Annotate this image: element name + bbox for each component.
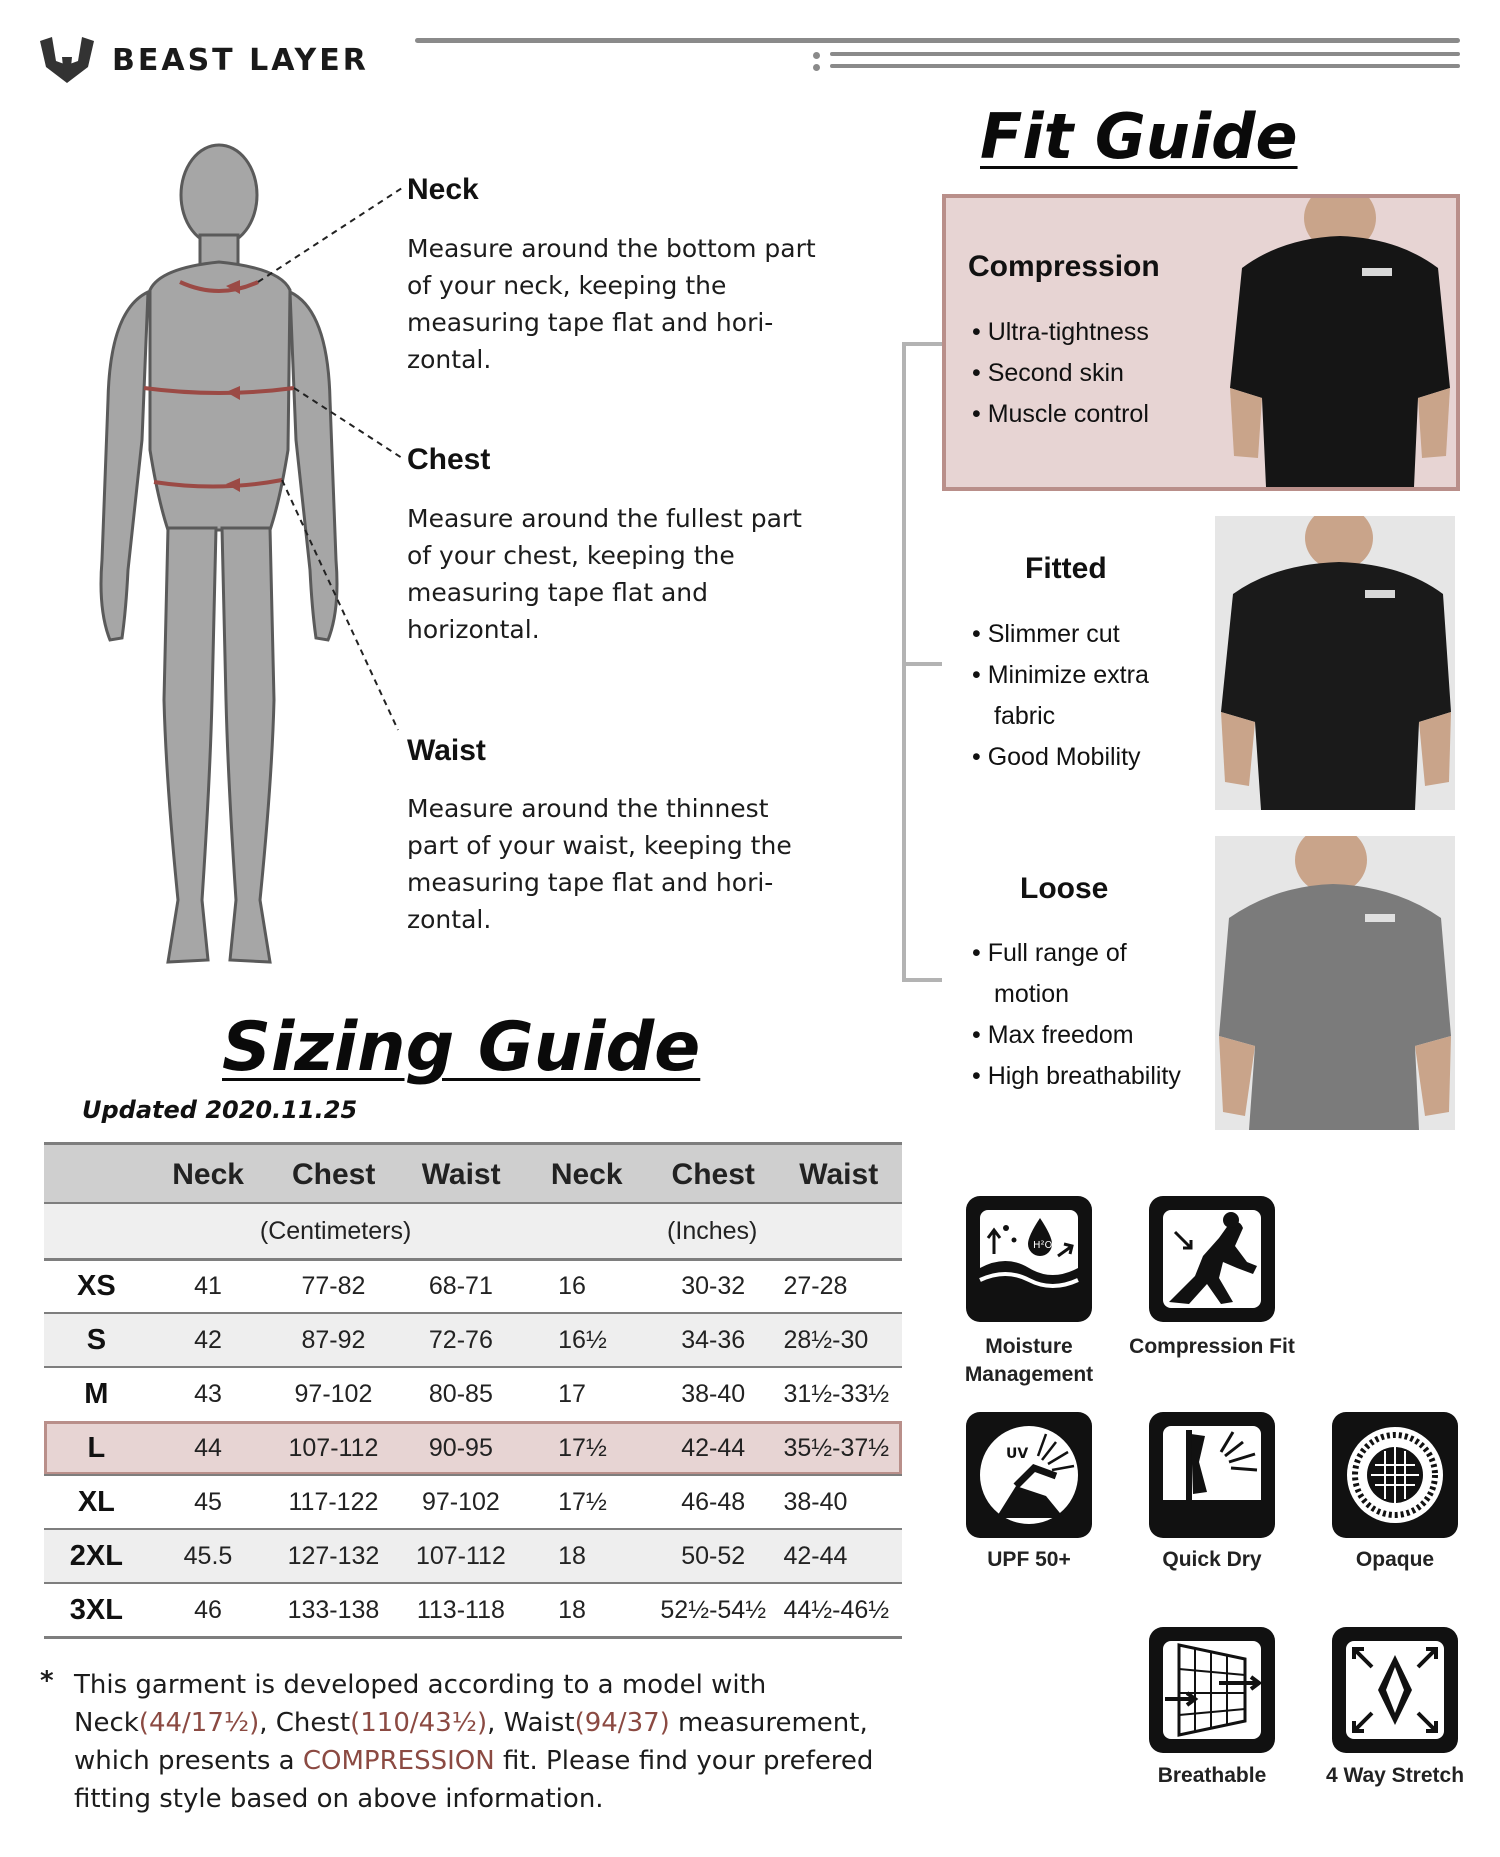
moisture-icon: [966, 1196, 1092, 1322]
cell-size: 3XL: [69, 1593, 123, 1626]
cell-chest-cm: 133-138: [287, 1595, 380, 1624]
cell-neck-in: 16: [558, 1271, 586, 1300]
measure-neck-title: Neck: [407, 173, 479, 206]
cell-chest-cm: 107-112: [288, 1433, 379, 1462]
list-item: • High breathability: [972, 1056, 1181, 1097]
cell-chest-cm: 97-102: [294, 1379, 373, 1408]
cell-waist-cm: 80-85: [428, 1379, 493, 1408]
table-rule: [44, 1202, 902, 1204]
cell-size: XS: [77, 1269, 116, 1302]
cell-neck-cm: 46: [194, 1595, 222, 1624]
table-rule: [44, 1312, 902, 1314]
cell-size: 2XL: [69, 1539, 123, 1572]
measure-waist-title: Waist: [407, 734, 486, 767]
cell-chest-cm: 77-82: [301, 1271, 366, 1300]
footnote-neck-value: (44/17½): [138, 1708, 260, 1738]
header-line-bottom: [830, 64, 1460, 68]
compression-fit-label: Compression Fit: [1129, 1335, 1295, 1358]
cell-neck-cm: 43: [194, 1379, 222, 1408]
footnote-line4: fitting style based on above information.: [74, 1784, 604, 1814]
list-item: • Second skin: [972, 353, 1149, 394]
fitted-title: Fitted: [1025, 552, 1107, 585]
measure-chest-title: Chest: [407, 443, 491, 476]
cell-neck-cm: 44: [194, 1433, 222, 1462]
footnote-chest-value: (110/43½): [350, 1708, 488, 1738]
footnote-line2-end: measurement,: [669, 1708, 868, 1738]
measure-neck-body: Measure around the bottom part of your neck, keeping the measuring tape flat and hori-zontal.: [407, 234, 816, 374]
cell-waist-in: 44½-46½: [783, 1595, 890, 1624]
footnote-line3-end: fit. Please find your prefered: [494, 1746, 874, 1776]
list-item: • Max freedom: [972, 1015, 1181, 1056]
footnote-chest-label: , Chest: [259, 1708, 351, 1738]
cell-neck-cm: 41: [194, 1271, 222, 1300]
table-rule: [44, 1474, 902, 1476]
cell-chest-in: 50-52: [681, 1541, 746, 1570]
cell-chest-in: 52½-54½: [660, 1595, 767, 1624]
list-item: • Muscle control: [972, 394, 1149, 435]
cell-chest-cm: 127-132: [287, 1541, 380, 1570]
cell-waist-in: 28½-30: [783, 1325, 869, 1354]
col-neck-cm: Neck: [172, 1158, 244, 1191]
moisture-label: Moisture Management: [964, 1335, 1094, 1386]
cell-chest-in: 38-40: [681, 1379, 746, 1408]
unit-cm: (Centimeters): [259, 1216, 412, 1245]
table-row: [44, 1369, 902, 1419]
footnote: [74, 1666, 874, 1818]
loose-shirt-photo: [1215, 836, 1455, 1130]
table-rule: [44, 1582, 902, 1584]
cell-size: S: [86, 1323, 107, 1356]
compression-list: [972, 312, 1149, 435]
col-waist-in: Waist: [799, 1158, 879, 1191]
table-header-row: [44, 1152, 902, 1198]
measure-chest-body: Measure around the fullest part of your chest, keeping the measuring tape flat and horizontal.: [407, 504, 802, 644]
cell-chest-cm: 117-122: [288, 1487, 379, 1516]
cell-neck-in: 17: [558, 1379, 586, 1408]
footnote-line2: [74, 1704, 874, 1742]
brand-name: BEAST LAYER: [112, 42, 369, 78]
list-item: • Full range of: [972, 933, 1181, 974]
footnote-neck-label: Neck: [74, 1708, 139, 1738]
table-row: [44, 1585, 902, 1635]
cell-neck-in: 18: [558, 1541, 586, 1570]
brand-logo: [40, 30, 380, 90]
cell-neck-in: 17½: [558, 1487, 607, 1516]
table-row: [44, 1477, 902, 1527]
cell-waist-cm: 113-118: [416, 1595, 505, 1624]
footnote-waist-value: (94/37): [574, 1708, 670, 1738]
table-rule: [44, 1366, 902, 1368]
table-row: [44, 1531, 902, 1581]
cell-chest-in: 46-48: [681, 1487, 746, 1516]
compression-title: Compression: [968, 250, 1160, 283]
table-row: [44, 1315, 902, 1365]
cell-waist-in: 31½-33½: [783, 1379, 890, 1408]
fit-bracket: [902, 342, 942, 982]
cell-chest-in: 30-32: [681, 1271, 746, 1300]
cell-waist-cm: 107-112: [415, 1541, 506, 1570]
updated-date: Updated 2020.11.25: [82, 1096, 358, 1124]
col-neck-in: Neck: [550, 1158, 623, 1191]
cell-size: XL: [77, 1485, 115, 1518]
cell-waist-cm: 72-76: [428, 1325, 493, 1354]
cell-neck-cm: 45.5: [183, 1541, 233, 1570]
col-chest-in: Chest: [671, 1158, 755, 1191]
cell-size: L: [87, 1431, 106, 1464]
footnote-star: *: [40, 1666, 54, 1696]
cell-waist-cm: 68-71: [428, 1271, 493, 1300]
cell-chest-cm: 87-92: [301, 1325, 366, 1354]
cell-size: M: [84, 1377, 109, 1410]
table-units-row: [44, 1208, 902, 1254]
list-item: • Slimmer cut: [972, 614, 1149, 655]
list-item: fabric: [994, 702, 1056, 730]
cell-waist-in: 35½-37½: [783, 1433, 890, 1462]
table-rule: [44, 1636, 902, 1639]
header-line-top: [415, 38, 1460, 43]
table-rule: [44, 1528, 902, 1530]
table-rule: [44, 1142, 902, 1145]
footnote-line3-start: which presents a: [74, 1746, 303, 1776]
cell-neck-cm: 45: [194, 1487, 222, 1516]
header-dot: [813, 64, 820, 71]
footnote-line3: [74, 1742, 874, 1780]
compression-shirt-photo: [1222, 198, 1456, 487]
quick-dry-label: Quick Dry: [1162, 1548, 1262, 1571]
cell-neck-cm: 42: [194, 1325, 222, 1354]
svg-text:H²O: H²O: [1033, 1240, 1053, 1251]
footnote-line1: This garment is developed according to a model with: [74, 1670, 767, 1700]
table-row: [44, 1423, 902, 1473]
upf-label: UPF 50+: [987, 1548, 1071, 1571]
cell-neck-in: 17½: [558, 1433, 607, 1462]
measure-waist-body: Measure around the thinnest part of your waist, keeping the measuring tape flat and hori-zontal.: [407, 794, 792, 934]
cell-neck-in: 16½: [558, 1325, 607, 1354]
quick-dry-icon: [1149, 1412, 1275, 1538]
footnote-waist-label: , Waist: [487, 1708, 575, 1738]
header-dot: [813, 52, 820, 59]
col-chest-cm: Chest: [291, 1158, 376, 1191]
fitted-list: [972, 614, 1149, 778]
cell-waist-cm: 90-95: [428, 1433, 493, 1462]
fit-guide-title: Fit Guide: [980, 100, 1298, 173]
cell-waist-cm: 97-102: [421, 1487, 500, 1516]
cell-waist-in: 42-44: [783, 1541, 848, 1570]
cell-neck-in: 18: [558, 1595, 586, 1624]
opaque-icon: [1332, 1412, 1458, 1538]
unit-in: (Inches): [667, 1216, 758, 1245]
loose-title: Loose: [1020, 872, 1109, 905]
cell-waist-in: 38-40: [783, 1487, 848, 1516]
col-waist-cm: Waist: [421, 1158, 501, 1191]
header-line-mid: [830, 52, 1460, 56]
list-item: motion: [994, 980, 1070, 1008]
cell-waist-in: 27-28: [783, 1271, 848, 1300]
breathable-label: Breathable: [1157, 1764, 1267, 1787]
cell-chest-in: 34-36: [681, 1325, 746, 1354]
upf-icon: [966, 1412, 1092, 1538]
list-item: • Good Mobility: [972, 737, 1149, 778]
stretch-label: 4 Way Stretch: [1325, 1764, 1465, 1787]
breathable-icon: [1149, 1627, 1275, 1753]
compression-fit-icon: [1149, 1196, 1275, 1322]
beast-layer-logo-icon: [40, 37, 94, 83]
list-item: • Minimize extra: [972, 655, 1149, 696]
footnote-fit-word: COMPRESSION: [302, 1746, 495, 1776]
loose-list: [972, 933, 1181, 1097]
cell-chest-in: 42-44: [681, 1433, 746, 1462]
svg-text:UV: UV: [1006, 1446, 1029, 1462]
sizing-guide-title: Sizing Guide: [222, 1008, 701, 1087]
fitted-shirt-photo: [1215, 516, 1455, 810]
opaque-label: Opaque: [1355, 1548, 1435, 1571]
list-item: • Ultra-tightness: [972, 312, 1149, 353]
stretch-icon: [1332, 1627, 1458, 1753]
table-row: [44, 1261, 902, 1311]
